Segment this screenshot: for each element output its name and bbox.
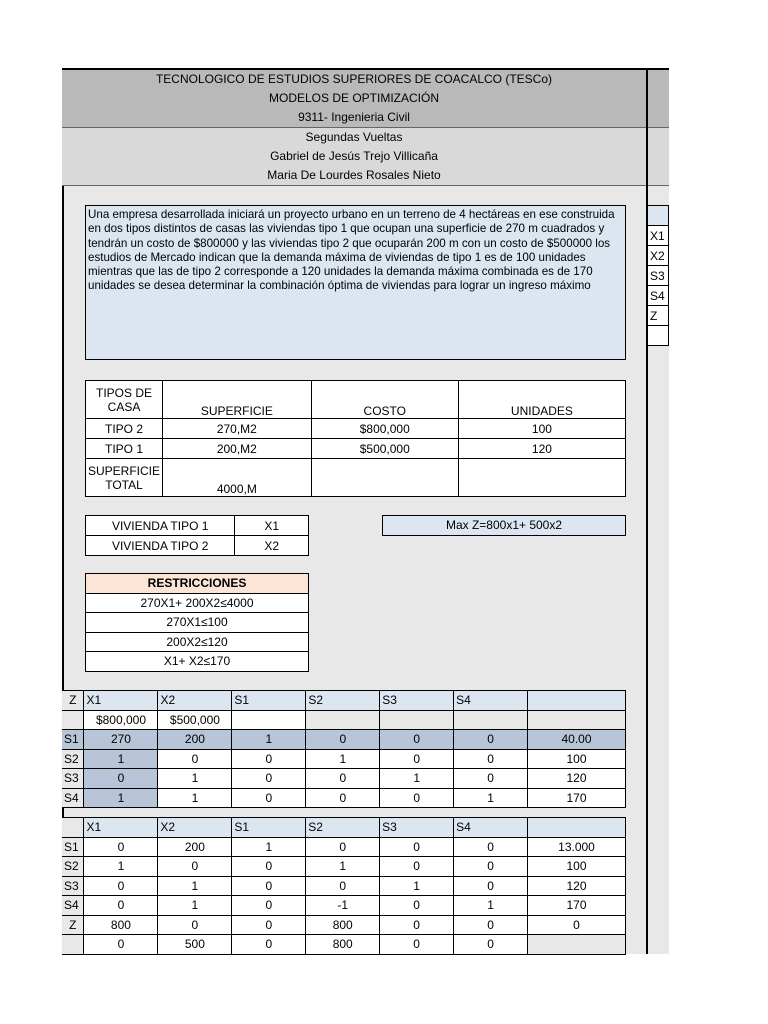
header-cell: COSTO <box>311 381 458 419</box>
row-label: Z <box>62 915 84 935</box>
header-side-cell <box>648 70 669 128</box>
cell: 4000,M <box>163 459 312 497</box>
side-column <box>646 68 669 954</box>
cell: 1 <box>454 788 528 808</box>
cell: 1 <box>232 837 306 857</box>
cell: 0 <box>454 876 528 896</box>
cell: 0 <box>454 769 528 789</box>
cell: 1 <box>158 769 232 789</box>
header-line-author-1: Gabriel de Jesús Trejo Villicaña <box>270 149 438 163</box>
cell: SUPERFICIE TOTAL <box>86 459 163 497</box>
cell: VIVIENDA TIPO 1 <box>86 516 235 536</box>
cell: 0 <box>232 769 306 789</box>
cell <box>528 710 626 730</box>
header-line-institution: TECNOLOGICO DE ESTUDIOS SUPERIORES DE COACALCO (TESCo) <box>155 72 553 86</box>
table-row <box>62 857 626 877</box>
header-cell: TIPOS DE CASA <box>86 381 163 419</box>
cell <box>306 710 380 730</box>
institution-header <box>62 70 646 128</box>
corner-cell: Z <box>62 691 84 711</box>
cell: 0 <box>380 857 454 877</box>
cell: 0 <box>84 935 158 955</box>
header-cell: S2 <box>306 691 380 711</box>
table-row <box>62 915 626 935</box>
table-row <box>62 935 626 955</box>
cell: 0 <box>454 749 528 769</box>
cell: 0 <box>528 915 626 935</box>
cell: 40.00 <box>528 730 626 750</box>
cell <box>232 710 306 730</box>
cell: 1 <box>84 857 158 877</box>
header-cell <box>528 818 626 838</box>
cell <box>648 206 669 226</box>
cell: 200,M2 <box>163 439 312 459</box>
header-cell: S1 <box>232 691 306 711</box>
header-line-program: 9311- Ingenieria Civil <box>298 110 410 124</box>
table-row <box>86 652 309 672</box>
row-label: S1 <box>62 730 84 750</box>
cell: 1 <box>380 769 454 789</box>
row-label <box>62 935 84 955</box>
cell: 0 <box>454 935 528 955</box>
cost-row <box>62 710 626 730</box>
objective-function: Max Z=800x1+ 500x2 <box>382 515 626 536</box>
header-cell: S4 <box>454 691 528 711</box>
cell: 0 <box>454 730 528 750</box>
row-label: S3 <box>62 769 84 789</box>
cell: 800 <box>306 915 380 935</box>
cell: 200X2≤120 <box>86 632 309 652</box>
cell: 0 <box>380 788 454 808</box>
cell: $500,000 <box>158 710 232 730</box>
restrictions-table <box>85 573 309 672</box>
header-line-course: MODELOS DE OPTIMIZACIÓN <box>268 91 439 105</box>
cell: 1 <box>232 730 306 750</box>
cell: 200 <box>158 730 232 750</box>
header-cell: S2 <box>306 818 380 838</box>
authors-header <box>62 128 646 186</box>
cell: 0 <box>306 876 380 896</box>
cell: 1 <box>84 749 158 769</box>
header-cell: X2 <box>158 818 232 838</box>
table-row <box>62 749 626 769</box>
cell: 170 <box>528 788 626 808</box>
cell: 120 <box>528 769 626 789</box>
cell: 270X1≤100 <box>86 613 309 633</box>
variables-table <box>85 515 309 556</box>
header-line-author-2: Maria De Lourdes Rosales Nieto <box>267 168 441 182</box>
cell: 1 <box>306 749 380 769</box>
cell: 0 <box>158 857 232 877</box>
cell <box>648 326 669 346</box>
table-row <box>62 788 626 808</box>
cell: 800 <box>84 915 158 935</box>
cell <box>458 459 625 497</box>
header-cell: S1 <box>232 818 306 838</box>
table-row <box>86 516 309 536</box>
cell: 0 <box>84 769 158 789</box>
cell: 100 <box>528 749 626 769</box>
cell: S4 <box>648 286 669 306</box>
table-header-row <box>62 818 626 838</box>
table-row <box>86 632 309 652</box>
cell <box>311 459 458 497</box>
cell: 0 <box>158 915 232 935</box>
simplex-tableau-2 <box>62 817 626 955</box>
cell: 0 <box>380 837 454 857</box>
cell: 0 <box>454 915 528 935</box>
cell: 270 <box>84 730 158 750</box>
cell: Z <box>648 306 669 326</box>
table-row-pivot <box>62 730 626 750</box>
simplex-tableau-1 <box>62 690 626 808</box>
cell: 1 <box>306 857 380 877</box>
cell: 120 <box>458 439 625 459</box>
row-label: S4 <box>62 788 84 808</box>
cell: 0 <box>306 788 380 808</box>
cell: 0 <box>84 896 158 916</box>
cell: TIPO 1 <box>86 439 163 459</box>
cell: 0 <box>232 749 306 769</box>
table-row <box>62 837 626 857</box>
table-header-row <box>62 691 626 711</box>
header-cell: S4 <box>454 818 528 838</box>
cell: 1 <box>158 788 232 808</box>
cell: 0 <box>158 749 232 769</box>
cell: 500 <box>158 935 232 955</box>
table-row <box>62 896 626 916</box>
header-cell: X1 <box>84 691 158 711</box>
cell: $800,000 <box>311 419 458 439</box>
cell: X1 <box>235 516 309 536</box>
header-cell: S3 <box>380 818 454 838</box>
cell: X1+ X2≤170 <box>86 652 309 672</box>
cell: X2 <box>235 536 309 556</box>
cell: X1 <box>648 226 669 246</box>
cell: 0 <box>380 749 454 769</box>
cell: 1 <box>158 876 232 896</box>
header-line-title: Segundas Vueltas <box>305 130 403 144</box>
cell: 270,M2 <box>163 419 312 439</box>
table-row <box>62 876 626 896</box>
cell: VIVIENDA TIPO 2 <box>86 536 235 556</box>
cell: 100 <box>528 857 626 877</box>
cell <box>454 710 528 730</box>
cell: 200 <box>158 837 232 857</box>
table-row <box>86 439 626 459</box>
cell: -1 <box>306 896 380 916</box>
cell: 120 <box>528 876 626 896</box>
header-cell: SUPERFICIE <box>163 381 312 419</box>
cell: 1 <box>158 896 232 916</box>
restrictions-title: RESTRICCIONES <box>86 574 309 594</box>
cell: 0 <box>380 915 454 935</box>
row-label: S1 <box>62 837 84 857</box>
cell: 0 <box>232 857 306 877</box>
table-row <box>62 769 626 789</box>
cell: 0 <box>306 837 380 857</box>
cell: 0 <box>380 896 454 916</box>
header-side-cell <box>648 128 669 186</box>
cell: 0 <box>306 769 380 789</box>
side-variables <box>647 205 669 346</box>
table-row <box>86 536 309 556</box>
problem-statement: Una empresa desarrollada iniciará un proyecto urbano en un terreno de 4 hectáreas en ese construida en dos tipos distintos de casas las viviendas tipo 1 que ocupan una superficie de 270 m cuadrados y tendrán un costo de $800000 y las viviendas tipo 2 que ocuparán 200 m con un costo de $500000 los estudios de Mercado indican que la demanda máxima de viviendas de tipo 1 es de 100 unidades mientras que las de tipo 2 corresponde a 120 unidades la demanda máxima combinada es de 170 unidades se desea determinar la combinación óptima de viviendas para lograr un ingreso máximo <box>85 205 626 360</box>
cell: X2 <box>648 246 669 266</box>
cell: 0 <box>380 935 454 955</box>
cell: 0 <box>380 730 454 750</box>
cell: $800,000 <box>84 710 158 730</box>
table-row <box>86 593 309 613</box>
cell: 0 <box>232 788 306 808</box>
cell: 0 <box>454 837 528 857</box>
table-row <box>86 613 309 633</box>
cell: 1 <box>84 788 158 808</box>
cell: 170 <box>528 896 626 916</box>
row-label: S2 <box>62 749 84 769</box>
cell: S3 <box>648 266 669 286</box>
cell: 0 <box>84 837 158 857</box>
cell: 0 <box>232 935 306 955</box>
cell: 270X1+ 200X2≤4000 <box>86 593 309 613</box>
cell: 1 <box>380 876 454 896</box>
header-cell: S3 <box>380 691 454 711</box>
cell: 13.000 <box>528 837 626 857</box>
cell: 0 <box>306 730 380 750</box>
header-cell: X1 <box>84 818 158 838</box>
cell: TIPO 2 <box>86 419 163 439</box>
corner-cell <box>62 818 84 838</box>
row-label: S3 <box>62 876 84 896</box>
table-row <box>86 419 626 439</box>
row-label: S4 <box>62 896 84 916</box>
header-cell <box>528 691 626 711</box>
cell <box>528 935 626 955</box>
cell: 0 <box>232 876 306 896</box>
row-label: S2 <box>62 857 84 877</box>
table-row <box>86 459 626 497</box>
header-cell: X2 <box>158 691 232 711</box>
cell: 0 <box>232 915 306 935</box>
cell: 0 <box>232 896 306 916</box>
cell: 100 <box>458 419 625 439</box>
cell: 800 <box>306 935 380 955</box>
header-cell: UNIDADES <box>458 381 625 419</box>
data-table <box>85 380 626 497</box>
cell: 0 <box>454 857 528 877</box>
cell: 1 <box>454 896 528 916</box>
cell: 0 <box>84 876 158 896</box>
cell <box>380 710 454 730</box>
cell: $500,000 <box>311 439 458 459</box>
row-label <box>62 710 84 730</box>
